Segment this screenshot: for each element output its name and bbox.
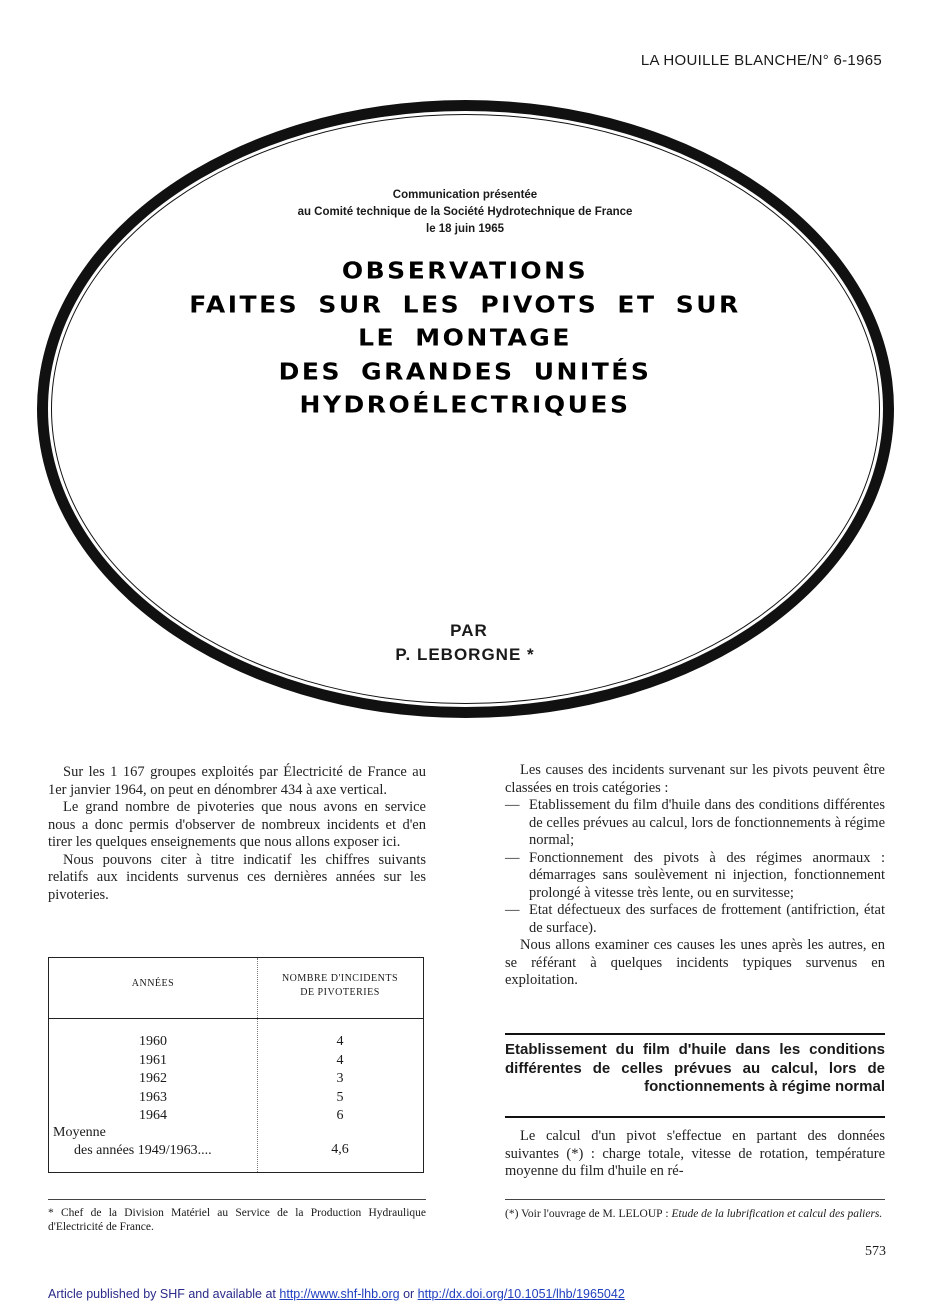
table-cell-year: 1962 xyxy=(139,1071,167,1086)
title-line: DES GRANDES UNITÉS xyxy=(278,357,652,385)
list-item xyxy=(505,797,885,850)
section-body xyxy=(505,1128,885,1181)
byline xyxy=(0,619,930,667)
list-item xyxy=(505,902,885,937)
citation-prefix: Article published by SHF and available at xyxy=(48,1287,280,1301)
shf-link[interactable]: http://www.shf-lhb.org xyxy=(279,1287,400,1301)
table-cell-year: 1963 xyxy=(139,1089,167,1105)
footnote-separator: : xyxy=(662,1208,672,1220)
table-average-value: 4,6 xyxy=(331,1142,349,1157)
table-header-years: ANNÉES xyxy=(131,978,175,989)
paragraph: Le calcul d'un pivot s'effectue en partant des données suivantes (*) : charge totale, vitesse de rotation, température moyenne du film d'huile en ré- xyxy=(505,1128,885,1179)
table-header-count xyxy=(257,972,423,1000)
table-average-label xyxy=(53,1124,212,1160)
list-dash: — xyxy=(505,849,520,866)
title-line: OBSERVATIONS xyxy=(341,257,589,284)
table-cell-count: 3 xyxy=(336,1071,344,1086)
table-cell-count: 6 xyxy=(336,1108,344,1123)
doi-link[interactable]: http://dx.doi.org/10.1051/lhb/1965042 xyxy=(417,1287,625,1301)
page-number: 573 xyxy=(865,1244,886,1259)
list-item xyxy=(505,850,885,903)
incident-table xyxy=(48,957,424,1173)
paragraph: Sur les 1 167 groupes exploités par Électricité de France au 1er janvier 1964, on peut en dénombrer 434 à axe vertical. xyxy=(48,764,426,798)
list-dash: — xyxy=(505,797,520,813)
left-column xyxy=(48,764,426,904)
section-rule-top xyxy=(505,1033,885,1035)
citation-line xyxy=(48,1287,625,1301)
table-cell-count: 4 xyxy=(336,1034,344,1049)
paragraph: Le grand nombre de pivoteries que nous avons en service nous a donc permis d'observer de nombreux incidents et d'en tirer les quelques enseignements que nous allons exposer ici. xyxy=(48,799,426,850)
table-header-count-line: NOMBRE D'INCIDENTS xyxy=(281,973,399,984)
table-cell-year: 1961 xyxy=(139,1052,167,1068)
paragraph: Nous pouvons citer à titre indicatif les chiffres suivants relatifs aux incidents survenus ces dernières années sur les pivoteries. xyxy=(48,851,426,903)
table-cell-year: 1960 xyxy=(139,1034,167,1049)
list-item-text: Etat défectueux des surfaces de frottement (antifriction, état de surface). xyxy=(529,902,885,936)
right-column xyxy=(505,762,885,990)
table-header-rule xyxy=(49,1018,423,1019)
list-item-text: Fonctionnement des pivots à des régimes anormaux : démarrages sans soulèvement ni injection, fonctionnement prolongé à vitesse très lente, ou en survitesse; xyxy=(529,849,885,901)
table-row xyxy=(49,1071,423,1090)
footnote-work-title: Etude de la lubrification et calcul des paliers. xyxy=(671,1208,883,1220)
paragraph: Nous allons examiner ces causes les unes après les autres, en se référant à quelques incidents typiques survenus en exploitation. xyxy=(505,937,885,988)
footnote-rule xyxy=(505,1199,885,1200)
article-title xyxy=(60,254,870,422)
reference-footnote xyxy=(505,1207,885,1221)
title-line: LE MONTAGE xyxy=(358,324,572,351)
section-heading: Etablissement du film d'huile dans les conditions différentes de celles prévues au calcul, lors de fonctionnements à régime normal xyxy=(505,1041,885,1095)
footnote-rule xyxy=(48,1199,426,1200)
table-header-count-line: DE PIVOTERIES xyxy=(300,987,380,998)
citation-middle: or xyxy=(399,1287,418,1301)
table-row xyxy=(49,1034,423,1053)
journal-header: LA HOUILLE BLANCHE/N° 6-1965 xyxy=(640,52,882,69)
table-cell-year: 1964 xyxy=(139,1108,167,1123)
table-average-label-line: des années 1949/1963.... xyxy=(74,1143,212,1158)
footnote-author: LELOUP xyxy=(618,1208,663,1220)
communication-note xyxy=(150,187,780,238)
title-line: FAITES SUR LES PIVOTS ET SUR xyxy=(189,290,741,318)
section-rule-bottom xyxy=(505,1116,885,1118)
communication-line: au Comité technique de la Société Hydrotechnique de France xyxy=(297,206,633,218)
table-row xyxy=(49,1090,423,1109)
byline-par: PAR xyxy=(450,621,488,640)
footnote-prefix: (*) Voir l'ouvrage de M. xyxy=(505,1208,619,1220)
table-row xyxy=(49,1053,423,1072)
table-cell-count: 5 xyxy=(336,1089,344,1105)
list-dash: — xyxy=(505,902,520,918)
list-item-text: Etablissement du film d'huile dans des conditions différentes de celles prévues au calcul, lors de fonctionnements à régime normal; xyxy=(529,797,885,848)
paragraph: Les causes des incidents survenant sur les pivots peuvent être classées en trois catégories : xyxy=(505,762,885,796)
table-average-label-line: Moyenne xyxy=(53,1125,106,1140)
table-cell-count: 4 xyxy=(336,1052,344,1068)
communication-line: Communication présentée xyxy=(392,189,538,201)
communication-line: le 18 juin 1965 xyxy=(426,223,504,235)
byline-author: P. LEBORGNE * xyxy=(395,645,535,664)
author-footnote: * Chef de la Division Matériel au Service de la Production Hydraulique d'Electricité de France. xyxy=(48,1207,426,1233)
title-line: HYDROÉLECTRIQUES xyxy=(299,391,631,418)
